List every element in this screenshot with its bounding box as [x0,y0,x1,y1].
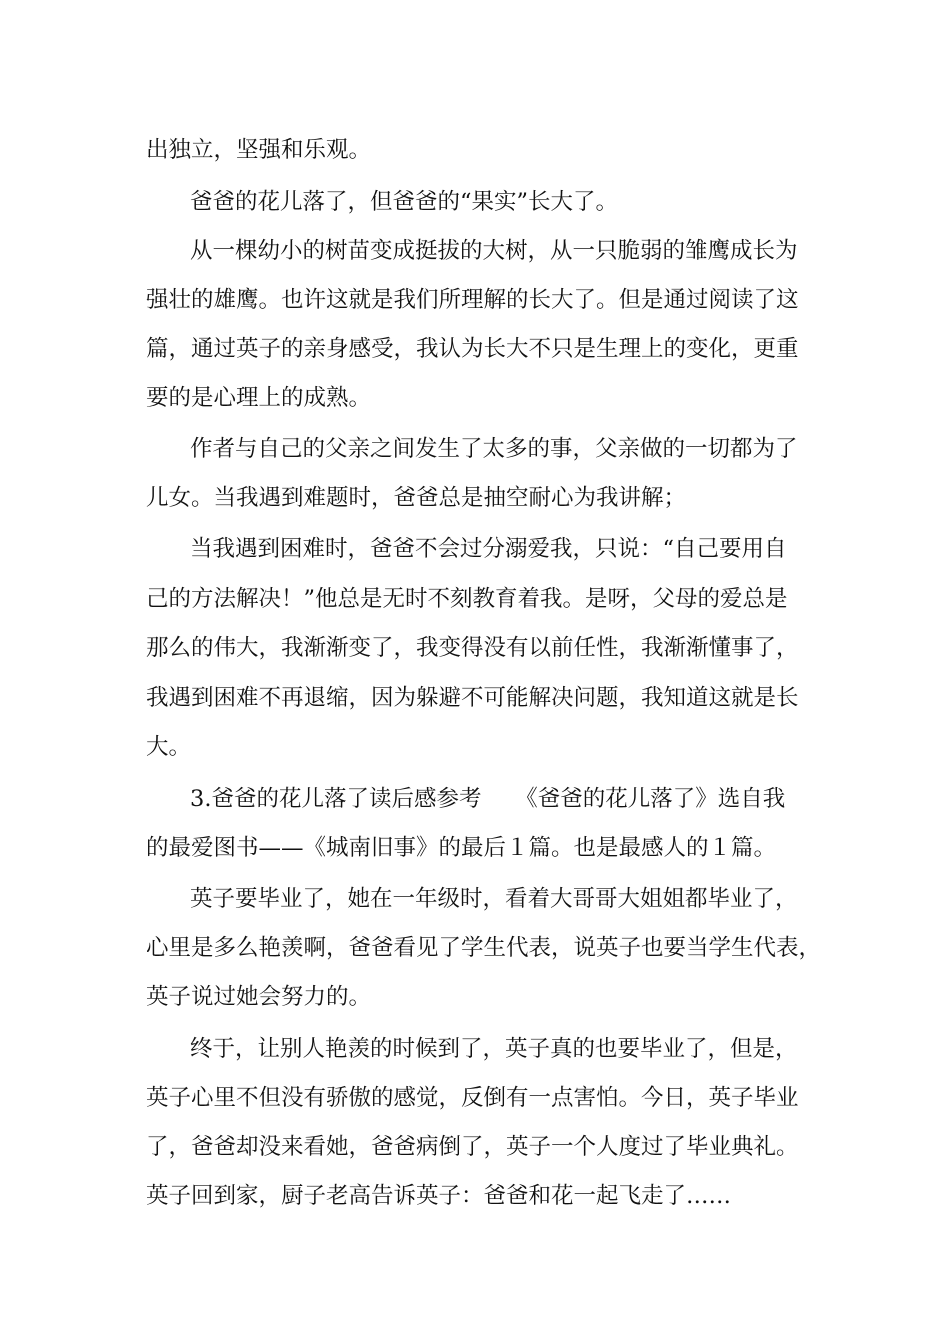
text-line: 儿女。当我遇到难题时，爸爸总是抽空耐心为我讲解； [146,485,687,511]
paragraph-line: 英子要毕业了，她在一年级时，看着大哥哥大姐姐都毕业了， [190,886,798,912]
paragraph-line: 爸爸的花儿落了，但爸爸的“果实”长大了。 [190,189,619,215]
text-line: 大。 [146,734,192,760]
text-line: 我遇到困难不再退缩，因为躲避不可能解决问题，我知道这就是长 [146,685,799,711]
text-line: 心里是多么艳羡啊，爸爸看见了学生代表，说英子也要当学生代表， [146,935,822,961]
text-line: 要的是心理上的成熟。 [146,385,372,411]
text-line: 强壮的雄鹰。也许这就是我们所理解的长大了。但是通过阅读了这 [146,287,799,313]
paragraph-line: 作者与自己的父亲之间发生了太多的事，父亲做的一切都为了 [190,436,798,462]
text-line: 英子心里不但没有骄傲的感觉，反倒有一点害怕。今日，英子毕业 [146,1085,799,1111]
text-line: 了，爸爸却没来看她，爸爸病倒了，英子一个人度过了毕业典礼。 [146,1134,799,1160]
text-line: 那么的伟大，我渐渐变了，我变得没有以前任性，我渐渐懂事了， [146,635,799,661]
paragraph-line: 当我遇到困难时，爸爸不会过分溺爱我，只说：“自己要用自 [190,536,787,562]
paragraph-line: 终于，让别人艳羡的时候到了，英子真的也要毕业了，但是， [190,1036,798,1062]
paragraph-line: 3.爸爸的花儿落了读后感参考 《爸爸的花儿落了》选自我 [190,786,786,812]
text-line: 英子说过她会努力的。 [146,984,372,1010]
text-line: 己的方法解决！”他总是无时不刻教育着我。是呀，父母的爱总是 [146,586,788,612]
text-line: 篇，通过英子的亲身感受，我认为长大不只是生理上的变化，更重 [146,336,799,362]
text-line: 出独立，坚强和乐观。 [146,137,372,163]
text-line: 的最爱图书——《城南旧事》的最后１篇。也是最感人的１篇。 [146,835,777,861]
text-line: 英子回到家，厨子老高告诉英子：爸爸和花一起飞走了…… [146,1183,732,1209]
paragraph-line: 从一棵幼小的树苗变成挺拔的大树，从一只脆弱的雏鹰成长为 [190,238,798,264]
